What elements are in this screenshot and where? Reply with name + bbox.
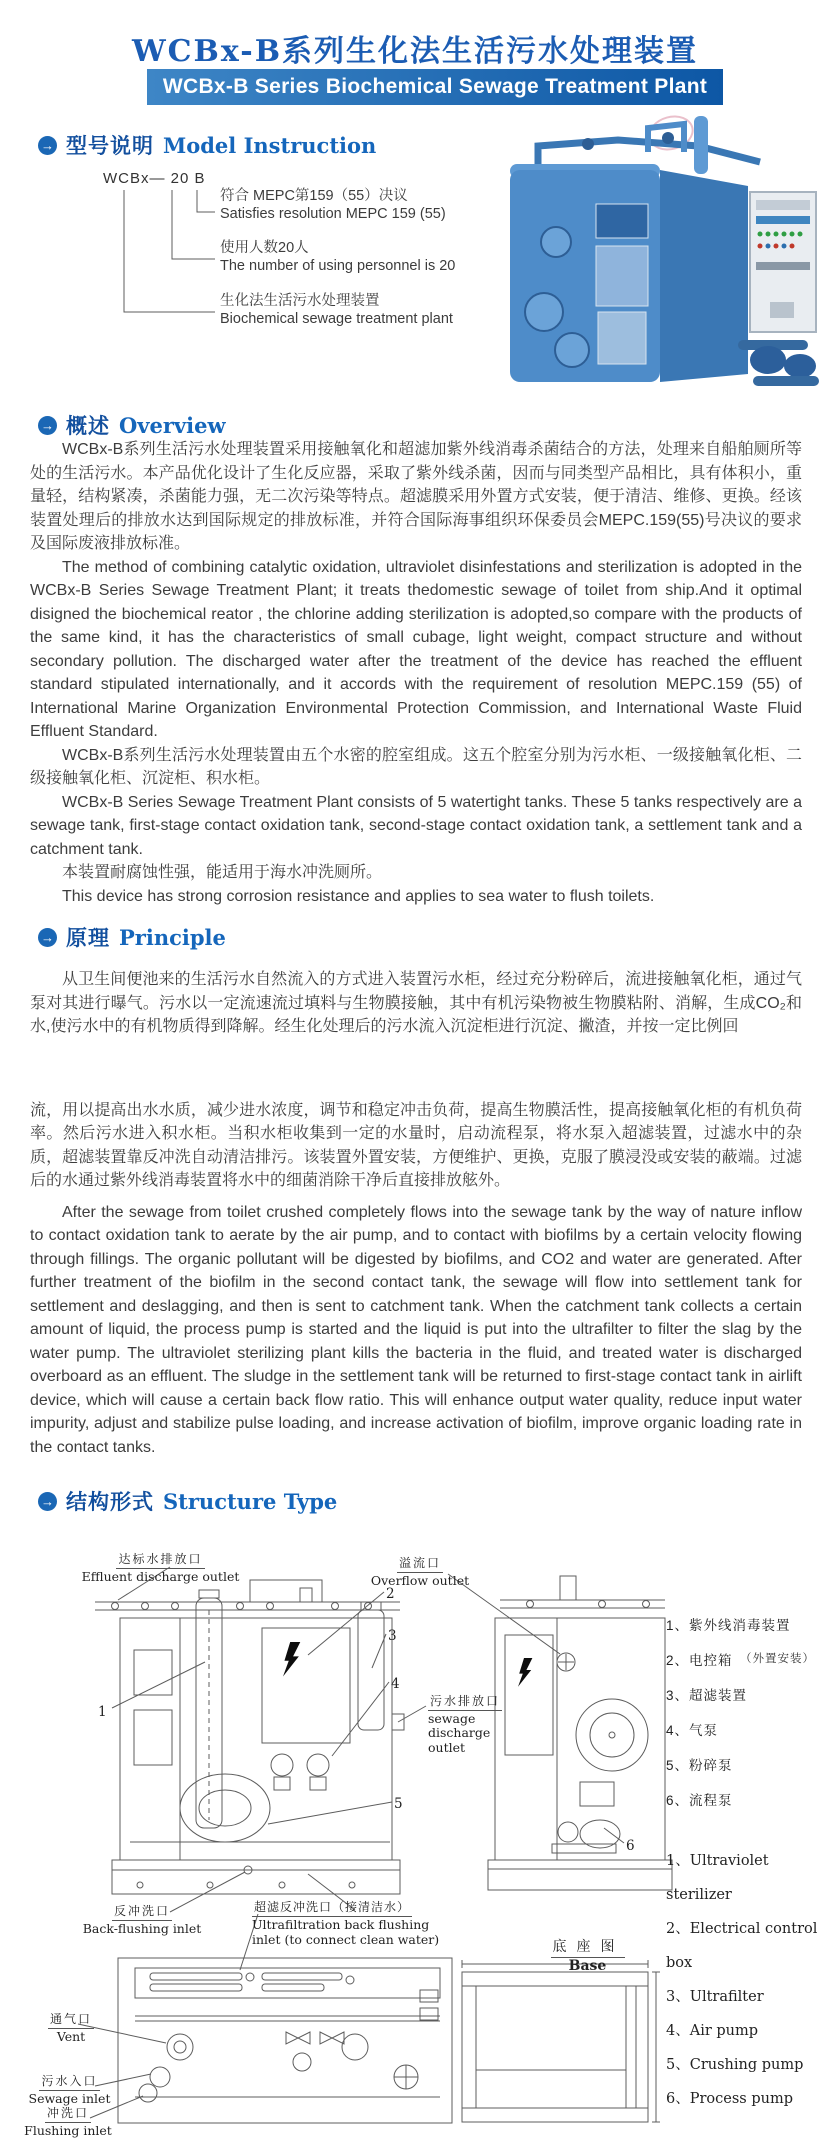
legend-zh-item-3: 3、超滤装置 — [666, 1688, 748, 1703]
model-branch-20 — [220, 239, 455, 275]
legend-zh-item-4: 4、气泵 — [666, 1723, 719, 1738]
label-uf-backflushing-inlet — [252, 1898, 442, 1947]
legend-note-external-mount: （外置安装） — [740, 1653, 815, 1665]
label-vent-zh: 通气口 — [48, 2010, 94, 2029]
section-principle-title-en: Principle — [119, 924, 226, 950]
section-model-title-en: Model Instruction — [163, 132, 377, 158]
legend-en-item-2: 2、Electrical control box — [666, 1921, 818, 1971]
product-photo-art — [498, 112, 830, 396]
label-base-en: Base — [568, 1958, 607, 1974]
label-sewage-discharge-outlet-en1: sewage discharge — [428, 1711, 491, 1740]
section-structure — [38, 1486, 337, 1516]
section-structure-title-en: Structure Type — [163, 1488, 338, 1514]
label-sewage-inlet — [22, 2072, 117, 2106]
legend-zh-item-1: 1、紫外线消毒装置 — [666, 1618, 791, 1633]
model-branch-20-en: The number of using personnel is 20 — [220, 258, 456, 274]
overview-paragraph-zh-3: 本装置耐腐蚀性强，能适用于海水冲洗厕所。 — [62, 864, 383, 881]
section-structure-title-zh: 结构形式 — [66, 1491, 154, 1514]
banner-text: WCBx-B Series Biochemical Sewage Treatment Plant — [162, 75, 708, 98]
section-model-title-zh: 型号说明 — [66, 135, 154, 158]
label-backflushing-inlet — [62, 1902, 222, 1936]
principle-paragraph-en: After the sewage from toilet crushed completely flows into the sewage tank by the way of nature inflow to contact oxidation tank to aerate by the air pump, and to contact with biofilms by a certain velocity flowing through fillings. The organic pollutant will be digested by biofilms, and CO2 and water are generated. After further treatment of the biofilm in the second contact tank, the sewage will flow into settlement tank for settlement and deslagging, and then is sent to catchment tank. When the catchment tank collects a certain amount of liquid, the process pump is started and the liquid is put into the ultrafilter to filter the slag by the water pump. The ultraviolet sterilizing plant kills the bacteria in the fluid, and treated water is discharged overboard as an effluent. The sludge in the settlement tank will be returned to first-stage contact tank in airlift device, which will cause a certain back flow ratio. This will enhance output water quality, reduce input water impurity, adjust and stabilize pulse loading, and increase activation of biofilm, improve organic loading rate in the contact tanks. — [30, 1203, 802, 1456]
label-vent-en: Vent — [56, 2029, 86, 2044]
principle-paragraph-zh-b: 流，用以提高出水水质，减少进水浓度，调节和稳定冲击负荷，提高生物膜活性，提高接触氧化柜的有机负荷率。然后污水进入积水柜。当积水柜收集到一定的水量时，启动流程泵，将水泵入超滤装置，过滤水中的杂质，超滤装置靠反冲洗自动清洁排污。该装置外置安装，方便维护、更换，克服了膜浸没或安装的蔽端。过滤后的水通过紫外线消毒装置将水中的细菌消除干净后直接排放舷外。 — [30, 1101, 802, 1189]
legend-zh-item-5: 5、粉碎泵 — [666, 1758, 733, 1773]
product-photo — [498, 112, 830, 396]
structure-base-drawing — [462, 1960, 660, 2122]
overview-paragraph-en-3: This device has strong corrosion resistance and applies to sea water to flush toilets. — [62, 887, 655, 905]
model-code: WCBx— 20 B — [103, 170, 206, 187]
section-arrow-icon: → — [38, 136, 57, 155]
label-overflow-outlet-zh: 溢流口 — [397, 1554, 443, 1573]
legend-en-item-6: 6、Process pump — [666, 2091, 793, 2107]
overview-paragraph-en-1: The method of combining catalytic oxidation, ultraviolet disinfestations and sterilization is adopted in the WCBx-B Series Sewage Treatment Plant; it treats thedomestic sewage of toilet from ship.And it optimal disigned the biochemical reator , the chlorine adding sterilization is adopted,so compare with the products of the same kind, it has the characteristics of small cubage, light weight, compact structure and without secondary pollution. The discharged water after the treatment of the device has reached the effluent standard stipulated internationally, and it accords with the requirement of resolution MEPC.159 (55) of International Marine Organization Environmental Protection Commission, and International Waste Fluid Effluent Standard. — [30, 558, 802, 740]
legend-en-item-3: 3、Ultrafilter — [666, 1989, 764, 2005]
legend-zh — [666, 1608, 791, 1818]
label-overflow-outlet — [360, 1554, 480, 1588]
section-overview-title-zh: 概述 — [66, 415, 110, 438]
legend-zh-item-2: 2、电控箱 — [666, 1653, 733, 1668]
callout-2: 2 — [386, 1586, 395, 1602]
label-flushing-inlet-en: Flushing inlet — [24, 2123, 112, 2138]
section-overview — [38, 410, 226, 440]
overview-paragraph-zh-1: WCBx-B系列生活污水处理装置采用接触氧化和超滤加紫外线消毒杀菌结合的方法，处理来自船舶厕所等处的生活污水。本产品优化设计了生化反应器，采取了紫外线杀菌，因而与同类型产品相比，具有体积小，重量轻，结构紧凑，杀菌能力强，无二次污染等特点。超滤膜采用外置方式安装，便于清洁、维修、更换。经该装置处理后的排放水达到国际规定的排放标准，并符合国际海事组织环保委员会MEPC.159(55)号决议的要求及国际废液排放标准。 — [30, 441, 802, 552]
label-backflushing-inlet-en: Back-flushing inlet — [82, 1921, 202, 1936]
callout-4: 4 — [391, 1676, 400, 1692]
model-branch-b-en: Satisfies resolution MEPC 159 (55) — [220, 206, 446, 222]
section-arrow-icon: → — [38, 1492, 57, 1511]
model-branch-b-zh: 符合 MEPC第159（55）决议 — [220, 188, 408, 204]
model-branch-wcbx — [220, 292, 453, 328]
label-sewage-inlet-zh: 污水入口 — [39, 2072, 99, 2091]
label-base — [530, 1936, 645, 1973]
label-overflow-outlet-en: Overflow outlet — [370, 1573, 470, 1588]
principle-text — [30, 968, 802, 1459]
legend-zh-item-6: 6、流程泵 — [666, 1793, 733, 1808]
section-arrow-icon: → — [38, 928, 57, 947]
label-sewage-inlet-en: Sewage inlet — [28, 2091, 111, 2106]
label-effluent-outlet-zh: 达标水排放口 — [116, 1550, 204, 1569]
model-branch-wcbx-zh: 生化法生活污水处理装置 — [220, 293, 380, 309]
legend-en-item-5: 5、Crushing pump — [666, 2057, 804, 2073]
callout-1: 1 — [98, 1704, 107, 1720]
structure-front-view — [95, 1567, 426, 1912]
model-branch-b — [220, 187, 446, 223]
label-effluent-outlet-en: Effluent discharge outlet — [81, 1569, 240, 1584]
model-branch-wcbx-en: Biochemical sewage treatment plant — [220, 311, 453, 327]
page-title: WCBx-B系列生化法生活污水处理装置 — [131, 34, 699, 69]
overview-text — [30, 438, 802, 908]
callout-6: 6 — [626, 1838, 635, 1854]
label-base-zh: 底座图 — [551, 1936, 625, 1958]
legend-en-item-4: 4、Air pump — [666, 2023, 759, 2039]
label-backflushing-inlet-zh: 反冲洗口 — [112, 1902, 172, 1921]
label-sewage-discharge-outlet — [428, 1692, 538, 1755]
section-arrow-icon: → — [38, 416, 57, 435]
label-vent — [36, 2010, 106, 2044]
section-principle — [38, 922, 226, 952]
label-uf-backflushing-inlet-en1: Ultrafiltration back flushing — [252, 1917, 430, 1932]
overview-paragraph-en-2: WCBx-B Series Sewage Treatment Plant consists of 5 watertight tanks. These 5 tanks respectively are a sewage tank, first-stage contact oxidation tank, second-stage contact oxidation tank, a settlement tank and a catchment tank. — [30, 793, 802, 858]
section-principle-title-zh: 原理 — [66, 927, 110, 950]
label-uf-backflushing-inlet-en2: inlet (to connect clean water) — [252, 1932, 440, 1947]
model-branch-20-zh: 使用人数20人 — [220, 240, 309, 256]
legend-en-item-1: 1、Ultraviolet sterilizer — [666, 1853, 769, 1903]
label-flushing-inlet — [18, 2104, 118, 2138]
label-flushing-inlet-zh: 冲洗口 — [45, 2104, 91, 2123]
label-sewage-discharge-outlet-en2: outlet — [428, 1740, 466, 1755]
label-effluent-outlet — [78, 1550, 243, 1584]
principle-paragraph-zh-a: 从卫生间便池来的生活污水自然流入的方式进入装置污水柜，经过充分粉碎后，流进接触氧化柜，通过气泵对其进行曝气。污水以一定流速流过填料与生物膜接触，其中有机污染物被生物膜粘附、消解，生成CO₂和水,使污水中的有机物质得到降解。经生化处理后的污水流入沉淀柜进行沉淀、撇渣，并按一定比例回 — [30, 971, 802, 1035]
callout-3: 3 — [388, 1628, 397, 1644]
label-uf-backflushing-inlet-zh: 超滤反冲洗口（接清洁水） — [252, 1898, 412, 1917]
legend-en — [666, 1844, 830, 2116]
model-tree-lines — [0, 0, 500, 340]
section-overview-title-en: Overview — [119, 412, 226, 438]
callout-5: 5 — [394, 1796, 403, 1812]
overview-paragraph-zh-2: WCBx-B系列生活污水处理装置由五个水密的腔室组成。这五个腔室分别为污水柜、一级接触氧化柜、二级接触氧化柜、沉淀柜、积水柜。 — [30, 746, 802, 787]
label-sewage-discharge-outlet-zh: 污水排放口 — [428, 1692, 502, 1711]
